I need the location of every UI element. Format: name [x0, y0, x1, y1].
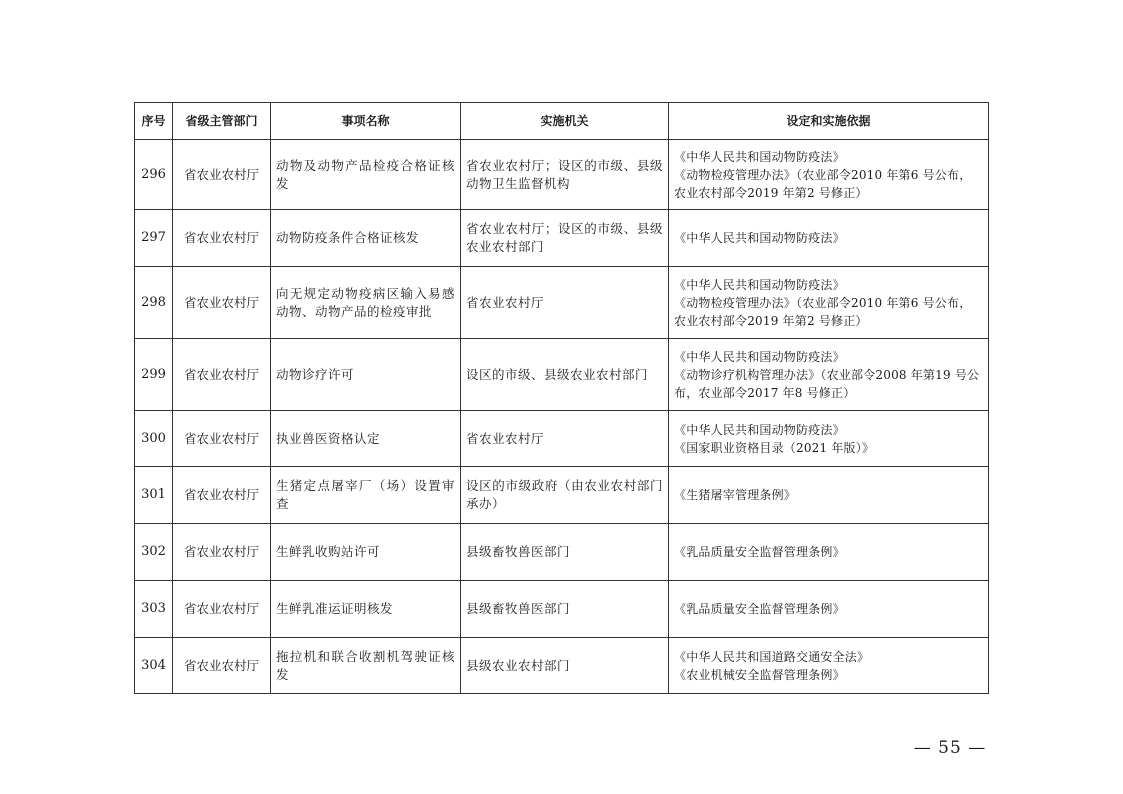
dept-cell: 省农业农村厅	[173, 638, 271, 694]
basis-cell	[669, 339, 989, 411]
basis-line: 《中华人民共和国道路交通安全法》	[674, 649, 870, 664]
seq-cell: 302	[135, 524, 173, 581]
agency-cell: 省农业农村厅	[461, 267, 669, 339]
agency-cell: 设区的市级、县级农业农村部门	[461, 339, 669, 411]
dept-cell: 省农业农村厅	[173, 581, 271, 638]
basis-cell	[669, 140, 989, 210]
dept-cell: 省农业农村厅	[173, 524, 271, 581]
table-row	[135, 467, 989, 524]
agency-cell: 县级畜牧兽医部门	[461, 581, 669, 638]
basis-cell	[669, 467, 989, 524]
basis-cell	[669, 638, 989, 694]
basis-line: 《中华人民共和国动物防疫法》	[674, 231, 845, 245]
seq-cell: 298	[135, 267, 173, 339]
basis-cell	[669, 411, 989, 467]
agency-cell: 省农业农村厅；设区的市级、县级动物卫生监督机构	[461, 140, 669, 210]
dept-cell: 省农业农村厅	[173, 339, 271, 411]
item-name-cell: 执业兽医资格认定	[271, 411, 461, 467]
table-row	[135, 638, 989, 694]
basis-line: 《生猪屠宰管理条例》	[674, 488, 797, 502]
basis-line: 《中华人民共和国动物防疫法》	[674, 277, 845, 292]
table-row	[135, 140, 989, 210]
administrative-items-table	[134, 102, 989, 694]
basis-line: 《动物检疫管理办法》（农业部令2010 年第6 号公布，农业农村部令2019 年第2 号修正）	[674, 167, 972, 200]
item-name-cell: 生猪定点屠宰厂（场）设置审查	[271, 467, 461, 524]
table-row	[135, 267, 989, 339]
item-name-cell: 拖拉机和联合收割机驾驶证核发	[271, 638, 461, 694]
agency-cell: 县级农业农村部门	[461, 638, 669, 694]
basis-line: 《乳品质量安全监督管理条例》	[674, 602, 845, 616]
basis-line: 《中华人民共和国动物防疫法》	[674, 149, 845, 164]
dept-cell: 省农业农村厅	[173, 411, 271, 467]
agency-cell: 县级畜牧兽医部门	[461, 524, 669, 581]
dept-cell: 省农业农村厅	[173, 210, 271, 267]
basis-line: 《动物检疫管理办法》（农业部令2010 年第6 号公布，农业农村部令2019 年第2 号修正）	[674, 295, 972, 328]
agency-cell: 设区的市级政府（由农业农村部门承办）	[461, 467, 669, 524]
seq-cell: 299	[135, 339, 173, 411]
item-name-cell: 动物防疫条件合格证核发	[271, 210, 461, 267]
table-header-row	[135, 103, 989, 140]
basis-line: 《农业机械安全监督管理条例》	[674, 667, 845, 682]
table-row	[135, 339, 989, 411]
basis-cell	[669, 581, 989, 638]
header-agency: 实施机关	[461, 103, 669, 140]
dept-cell: 省农业农村厅	[173, 267, 271, 339]
table-row	[135, 524, 989, 581]
item-name-cell: 动物及动物产品检疫合格证核发	[271, 140, 461, 210]
seq-cell: 303	[135, 581, 173, 638]
basis-line: 《动物诊疗机构管理办法》（农业部令2008 年第19 号公布，农业部令2017 年8 号修正）	[674, 367, 980, 400]
agency-cell: 省农业农村厅；设区的市级、县级农业农村部门	[461, 210, 669, 267]
seq-cell: 297	[135, 210, 173, 267]
seq-cell: 300	[135, 411, 173, 467]
basis-line: 《中华人民共和国动物防疫法》	[674, 422, 845, 437]
page-number: — 55 —	[913, 738, 987, 758]
agency-cell: 省农业农村厅	[461, 411, 669, 467]
header-seq: 序号	[135, 103, 173, 140]
header-basis: 设定和实施依据	[669, 103, 989, 140]
item-name-cell: 生鲜乳准运证明核发	[271, 581, 461, 638]
table-body	[135, 140, 989, 694]
table-row	[135, 581, 989, 638]
item-name-cell: 向无规定动物疫病区输入易感动物、动物产品的检疫审批	[271, 267, 461, 339]
header-dept: 省级主管部门	[173, 103, 271, 140]
seq-cell: 296	[135, 140, 173, 210]
item-name-cell: 动物诊疗许可	[271, 339, 461, 411]
seq-cell: 304	[135, 638, 173, 694]
table-row	[135, 210, 989, 267]
basis-cell	[669, 210, 989, 267]
item-name-cell: 生鲜乳收购站许可	[271, 524, 461, 581]
basis-cell	[669, 524, 989, 581]
header-name: 事项名称	[271, 103, 461, 140]
table-row	[135, 411, 989, 467]
seq-cell: 301	[135, 467, 173, 524]
basis-cell	[669, 267, 989, 339]
basis-line: 《国家职业资格目录（2021 年版）》	[674, 440, 875, 455]
basis-line: 《乳品质量安全监督管理条例》	[674, 545, 845, 559]
basis-line: 《中华人民共和国动物防疫法》	[674, 349, 845, 364]
dept-cell: 省农业农村厅	[173, 467, 271, 524]
dept-cell: 省农业农村厅	[173, 140, 271, 210]
